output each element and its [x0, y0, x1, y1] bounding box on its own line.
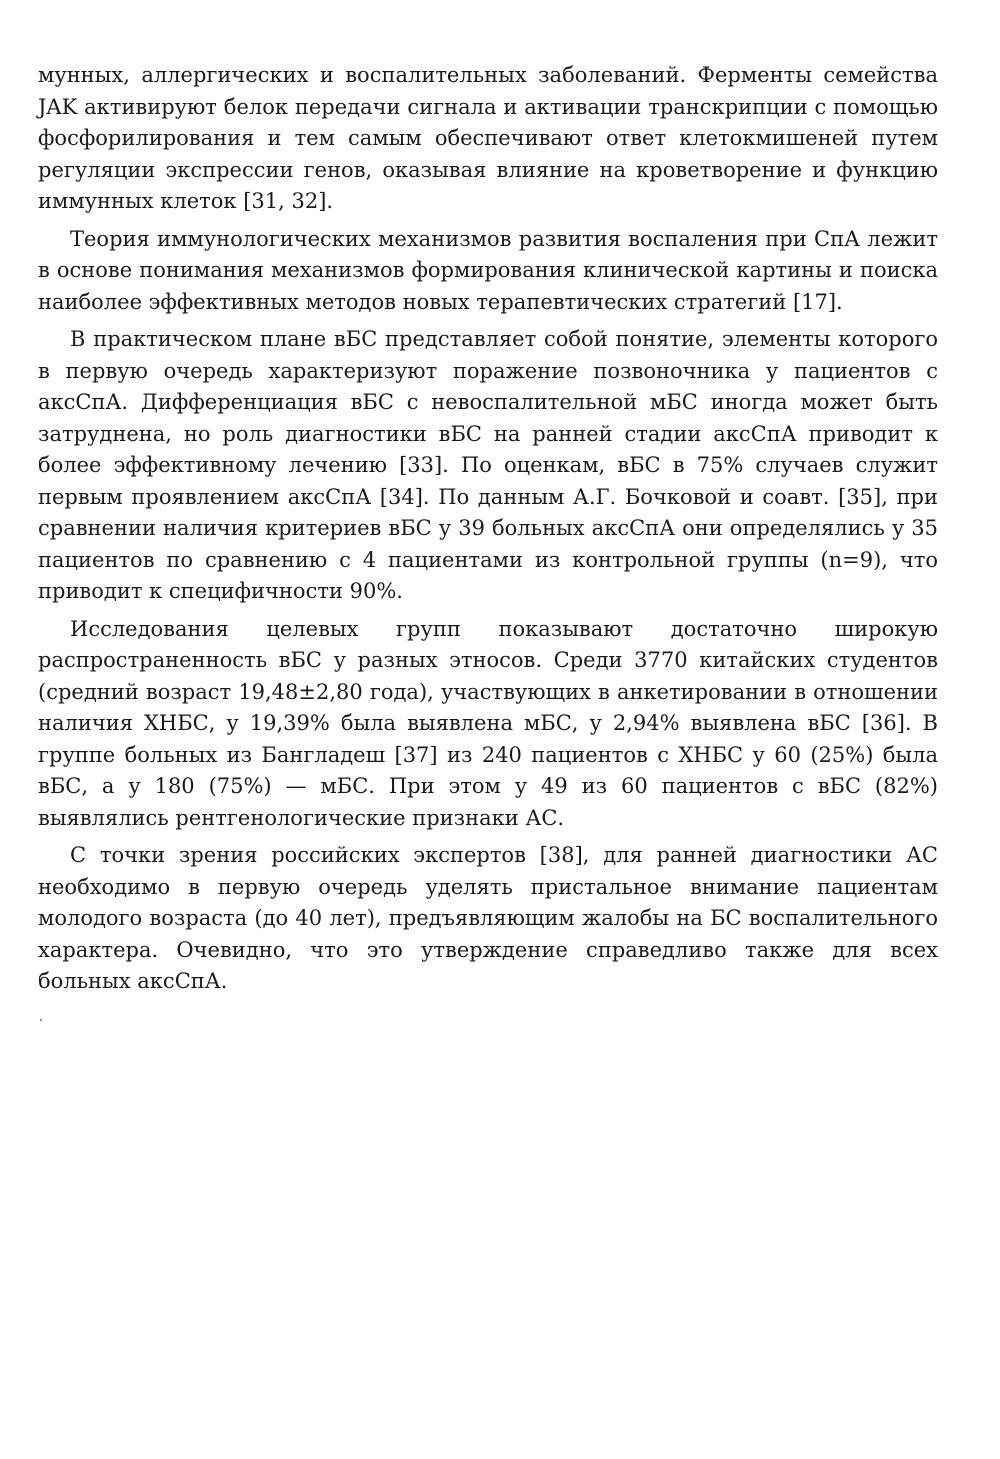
- paragraph-5: С точки зрения российских экспертов [38], для ранней диагностики АС необходимо в первую очередь уделять пристальное внимание пациентам молодого возраста (до 40 лет), предъявляющим жалобы на БС воспалительного характера. Очевидно, что это утверждение справедливо также для всех больных аксСпА.: [38, 843, 938, 993]
- paragraph-4: Исследования целевых групп показывают достаточно широкую распространенность вБС у разных этносов. Среди 3770 китайских студентов (средний возраст 19,48±2,80 года), участвующих в анкетировании в отношении наличия ХНБС, у 19,39% была выявлена мБС, у 2,94% выявлена вБС [36]. В группе больных из Бангладеш [37] из 240 пациентов с ХНБС у 60 (25%) была вБС, а у 180 (75%) — мБС. При этом у 49 из 60 пациентов с вБС (82%) выявлялись рентгенологические признаки АС.: [38, 616, 938, 830]
- paragraph-1: мунных, аллергических и воспалительных заболеваний. Ферменты семейства JAK активируют белок передачи сигнала и активации транскрипции с помощью фосфорилирования и тем самым обеспечивают ответ клетокмишеней путем регуляции экспрессии генов, оказывая влияние на кроветворение и функцию иммунных клеток [31, 32].: [38, 63, 938, 213]
- paragraph-2: Теория иммунологических механизмов развития воспаления при СпА лежит в основе понимания механизмов формирования клинической картины и поиска наиболее эффективных методов новых терапевтических стратегий [17].: [38, 226, 938, 314]
- scan-speck: [40, 1019, 42, 1021]
- paragraph-3: В практическом плане вБС представляет собой понятие, элементы которого в первую очередь характеризуют поражение позвоночника у пациентов с аксСпА. Дифференциация вБС с невоспалительной мБС иногда может быть затруднена, но роль диагностики вБС на ранней стадии аксСпА приводит к более эффективному лечению [33]. По оценкам, вБС в 75% случаев служит первым проявлением аксСпА [34]. По данным А.Г. Бочковой и соавт. [35], при сравнении наличия критериев вБС у 39 больных аксСпА они определялись у 35 пациентов по сравнению с 4 пациентами из контрольной группы (n=9), что приводит к специфичности 90%.: [38, 327, 938, 603]
- body-text: [38, 60, 938, 998]
